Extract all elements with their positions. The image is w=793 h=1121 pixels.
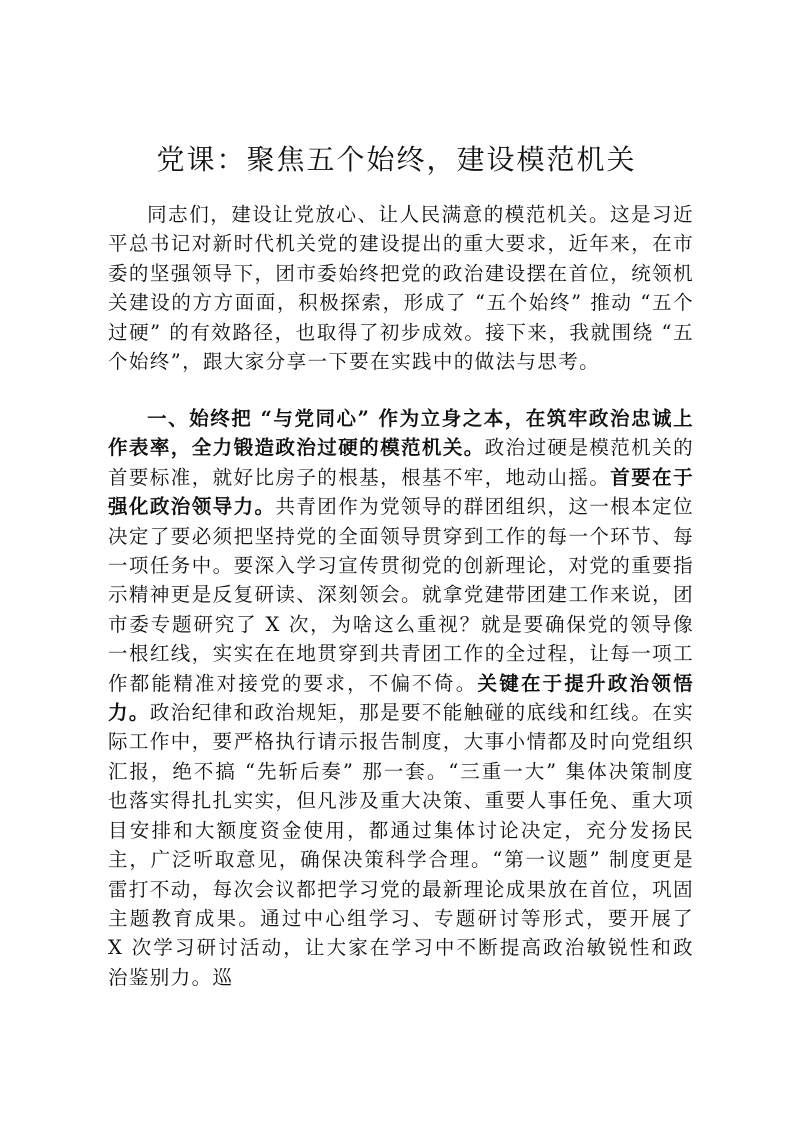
document-title: 党课：聚焦五个始终，建设模范机关 xyxy=(156,143,637,176)
section-one-text-3: 政治纪律和政治规矩，那是要不能触碰的底线和红线。在实际工作中，要严格执行请示报告制度，大事小情都及时向党组织汇报，绝不搞 “先斩后奏” 那一套。“三重一大” 集体决策制度也落实得扎扎实实，但凡涉及重大决策、重要人事任免、重大项目安排和大额度资金使用，都通过集体讨论决定，充分发扬民主，广泛听取意见，确保决策科学合理。“第一议题” 制度更是雷打不动，每次会议都把学习党的最新理论成果放在首位，巩固主题教育成果。通过中心组学习、专题研讨等形式，要开展了 X 次学习研讨活动，让大家在学习中不断提高政治敏锐性和政治鉴别力。巡 xyxy=(108,701,694,989)
intro-paragraph xyxy=(108,200,694,376)
section-one-paragraph xyxy=(108,404,694,992)
subheading-political-leadership: 首要在于强化政治领导力。 xyxy=(108,465,694,519)
section-one-text-2: 共青团作为党领导的群团组织，这一根本定位决定了要必须把坚持党的全面领导贯穿到工作的每一个环节、每一项任务中。要深入学习宣传贯彻党的创新理论，对党的重要指示精神更是反复研读、深刻领会。就拿党建带团建工作来说，团市委专题研究了 X 次，为啥这么重视？就是要确保党的领导像一根红线，实实在在地贯穿到共青团工作的全过程，让每一项工作都能精准对接党的要求，不偏不倚。 xyxy=(108,495,694,695)
section-one-text-1: 政治过硬是模范机关的首要标准，就好比房子的根基，根基不牢，地动山摇。 xyxy=(108,436,694,489)
intro-text: 同志们，建设让党放心、让人民满意的模范机关。这是习近平总书记对新时代机关党的建设提出的重大要求，近年来，在市委的坚强领导下，团市委始终把党的政治建设摆在首位，统领机关建设的方方面面，积极探索，形成了 “五个始终” 推动 “五个过硬” 的有效路径，也取得了初步成效。接下来，我就围绕 “五个始终”，跟大家分享一下要在实践中的做法与思考。 xyxy=(108,203,694,374)
section-one-heading: 一、始终把 “与党同心” 作为立身之本，在筑牢政治忠诚上作表率，全力锻造政治过硬的模范机关。 xyxy=(108,407,694,460)
subheading-political-understanding: 关键在于提升政治领悟力。 xyxy=(108,671,694,725)
